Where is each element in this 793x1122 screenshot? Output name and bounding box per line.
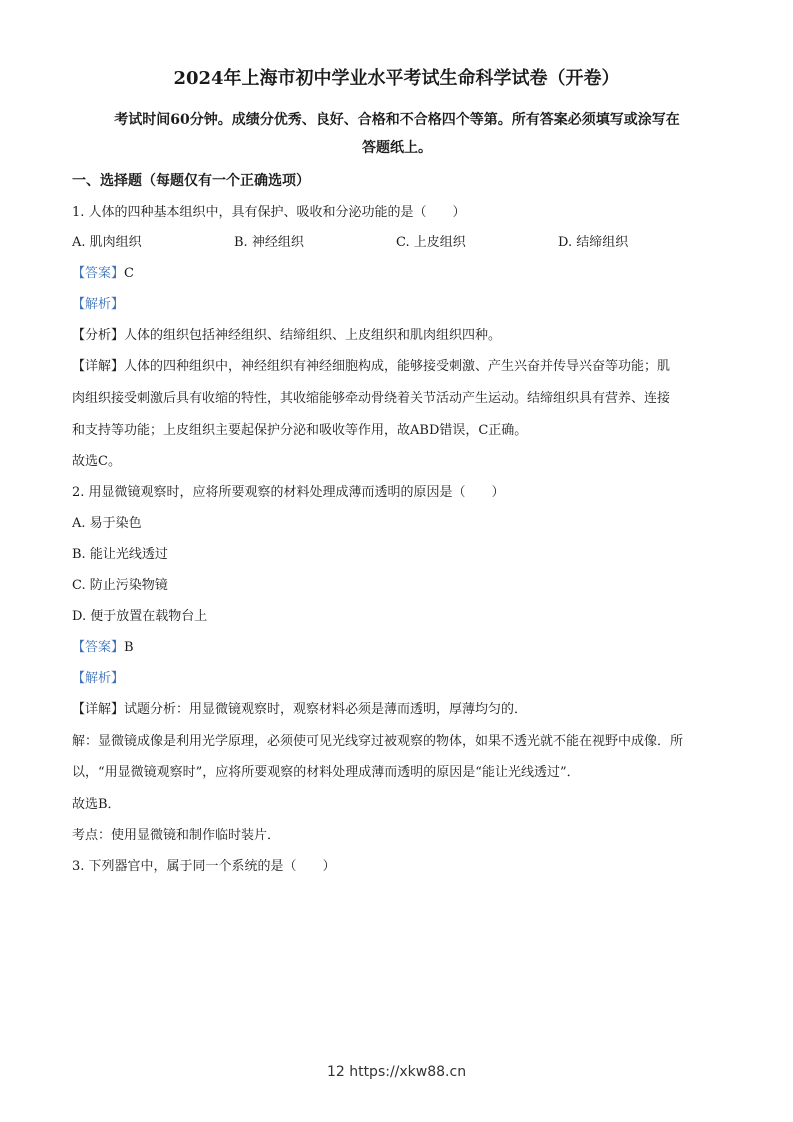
- intro-line-2: 答题纸上。: [362, 140, 432, 156]
- q2-kaodian: 考点：使用显微镜和制作临时装片．: [72, 828, 281, 843]
- q2-option-c: C. 防止污染物镜: [72, 578, 168, 593]
- q2-option-b: B. 能让光线透过: [72, 547, 168, 562]
- q1-option-b: B. 神经组织: [234, 235, 304, 250]
- q2-detail: 【详解】试题分析：用显微镜观察时，观察材料必须是薄而透明，厚薄均匀的．: [72, 702, 528, 717]
- q3-stem: 3. 下列器官中，属于同一个系统的是（ ）: [72, 859, 336, 874]
- q1-fenxi: 【分析】人体的组织包括神经组织、结缔组织、上皮组织和肌肉组织四种。: [72, 328, 502, 343]
- q2-stem: 2. 用显微镜观察时，应将所要观察的材料处理成薄而透明的原因是（ ）: [72, 485, 505, 500]
- section-heading: 一、选择题（每题仅有一个正确选项）: [72, 173, 310, 189]
- exam-intro: [72, 106, 722, 162]
- q2-option-a: A. 易于染色: [72, 516, 142, 531]
- q1-options: [72, 233, 722, 253]
- q1-detail-line-2: 肉组织接受刺激后具有收缩的特性，其收缩能够牵动骨绕着关节活动产生运动。结缔组织具有营养、连接: [72, 391, 671, 406]
- q1-detail-line-3: 和支持等功能；上皮组织主要起保护分泌和吸收等作用，故ABD错误，C正确。: [72, 423, 528, 438]
- q1-option-a: A. 肌肉组织: [72, 235, 142, 250]
- q1-conclusion: 故选C。: [72, 454, 121, 469]
- answer-tag: 【答案】: [72, 640, 125, 655]
- q2-jie-line-2: 以，“用显微镜观察时”，应将所要观察的材料处理成薄而透明的原因是“能让光线透过”．: [72, 765, 580, 780]
- q1-answer-value: C: [124, 266, 134, 281]
- q1-stem: 1. 人体的四种基本组织中，具有保护、吸收和分泌功能的是（ ）: [72, 205, 466, 220]
- q2-answer: [72, 638, 722, 658]
- q2-analysis-tag: 【解析】: [72, 671, 125, 686]
- exam-title: 2024年上海市初中学业水平考试生命科学试卷（开卷）: [173, 68, 620, 89]
- q1-analysis-tag: 【解析】: [72, 297, 125, 312]
- q1-option-d: D. 结缔组织: [558, 235, 629, 250]
- q2-answer-value: B: [124, 640, 134, 655]
- intro-line-1: 考试时间60分钟。成绩分优秀、良好、合格和不合格四个等第。所有答案必须填写或涂写在: [114, 112, 680, 128]
- q1-option-c: C. 上皮组织: [396, 235, 466, 250]
- q2-conclusion: 故选B．: [72, 797, 121, 812]
- page-footer: 12 https://xkw88.cn: [326, 1064, 467, 1080]
- q1-detail-line-1: 【详解】人体的四种组织中，神经组织有神经细胞构成，能够接受刺激、产生兴奋并传导兴奋等功能；肌: [72, 359, 671, 374]
- answer-tag: 【答案】: [72, 266, 125, 281]
- q1-answer: [72, 264, 722, 284]
- q2-option-d: D. 便于放置在载物台上: [72, 609, 208, 624]
- q2-jie-line-1: 解：显微镜成像是利用光学原理，必须使可见光线穿过被观察的物体，如果不透光就不能在视野中成像．所: [72, 734, 684, 749]
